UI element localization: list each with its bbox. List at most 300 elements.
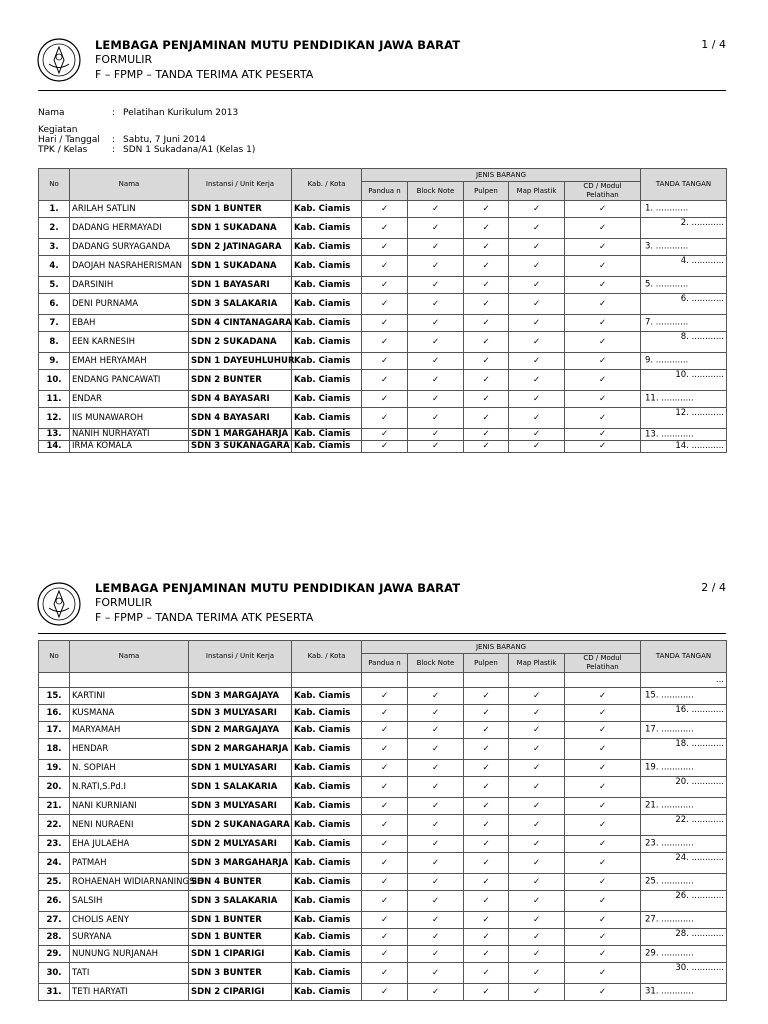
check-map-plastik: ✓	[509, 688, 565, 705]
check-pulpen: ✓	[464, 294, 509, 315]
check-cd-modul: ✓	[565, 332, 641, 353]
institution: SDN 2 MARGAHARJA	[189, 739, 292, 760]
check-pulpen: ✓	[464, 984, 509, 1001]
check-pulpen: ✓	[464, 256, 509, 277]
signature-number: 16. ............	[675, 705, 724, 715]
check-map-plastik: ✓	[509, 391, 565, 408]
table-row	[39, 798, 727, 815]
col-nama: Nama	[70, 641, 189, 673]
form-code: F – FPMP – TANDA TERIMA ATK PESERTA	[95, 68, 314, 81]
colon: :	[112, 145, 116, 155]
check-panduan: ✓	[362, 705, 408, 722]
check-block-note: ✓	[408, 705, 464, 722]
check-block-note: ✓	[408, 218, 464, 239]
check-block-note: ✓	[408, 891, 464, 912]
signature-cell	[641, 739, 727, 760]
check-map-plastik: ✓	[509, 929, 565, 946]
check-map-plastik: ✓	[509, 218, 565, 239]
signature-cell	[641, 429, 727, 441]
participant-name: EBAH	[70, 315, 189, 332]
row-number: 18.	[39, 739, 70, 760]
check-block-note: ✓	[408, 370, 464, 391]
regency: Kab. Ciamis	[292, 277, 362, 294]
participant-name: ARILAH SATLIN	[70, 201, 189, 218]
col-pulpen: Pulpen	[464, 654, 509, 673]
check-pulpen: ✓	[464, 441, 509, 453]
signature-number: 23. ............	[645, 838, 694, 849]
colon: :	[112, 135, 116, 145]
institution: SDN 4 BAYASARI	[189, 391, 292, 408]
col-nama: Nama	[70, 169, 189, 201]
check-pulpen: ✓	[464, 201, 509, 218]
check-map-plastik: ✓	[509, 912, 565, 929]
check-cd-modul: ✓	[565, 315, 641, 332]
check-pulpen: ✓	[464, 760, 509, 777]
institution: SDN 1 MARGAHARJA	[189, 429, 292, 441]
check-map-plastik: ✓	[509, 332, 565, 353]
table-body	[39, 201, 727, 453]
signature-cell	[641, 984, 727, 1001]
institution: SDN 2 MARGAJAYA	[189, 722, 292, 739]
cell	[464, 673, 509, 688]
signature-number: 6. ............	[680, 294, 724, 304]
institution: SDN 1 CIPARIGI	[189, 946, 292, 963]
regency: Kab. Ciamis	[292, 353, 362, 370]
participant-name: MARYAMAH	[70, 722, 189, 739]
check-map-plastik: ✓	[509, 963, 565, 984]
participant-name: DENI PURNAMA	[70, 294, 189, 315]
col-no: No	[39, 169, 70, 201]
regency: Kab. Ciamis	[292, 441, 362, 453]
form-type: FORMULIR	[95, 596, 153, 609]
check-map-plastik: ✓	[509, 370, 565, 391]
regency: Kab. Ciamis	[292, 239, 362, 256]
participant-name: N.RATI,S.Pd.I	[70, 777, 189, 798]
check-map-plastik: ✓	[509, 853, 565, 874]
institution: SDN 1 BUNTER	[189, 201, 292, 218]
check-cd-modul: ✓	[565, 688, 641, 705]
table-row	[39, 277, 727, 294]
participant-name: ENDANG PANCAWATI	[70, 370, 189, 391]
institution: SDN 3 SALAKARIA	[189, 294, 292, 315]
check-pulpen: ✓	[464, 798, 509, 815]
check-pulpen: ✓	[464, 777, 509, 798]
check-panduan: ✓	[362, 963, 408, 984]
row-number: 20.	[39, 777, 70, 798]
institution: SDN 1 MULYASARI	[189, 760, 292, 777]
check-pulpen: ✓	[464, 963, 509, 984]
participant-name: SURYANA	[70, 929, 189, 946]
row-number: 3.	[39, 239, 70, 256]
cell	[292, 673, 362, 688]
regency: Kab. Ciamis	[292, 201, 362, 218]
participant-name: EEN KARNESIH	[70, 332, 189, 353]
check-cd-modul: ✓	[565, 239, 641, 256]
nama-value: Pelatihan Kurikulum 2013	[123, 108, 239, 118]
table-row	[39, 353, 727, 370]
check-panduan: ✓	[362, 429, 408, 441]
institution: SDN 2 BUNTER	[189, 370, 292, 391]
check-cd-modul: ✓	[565, 760, 641, 777]
col-instansi: Instansi / Unit Kerja	[189, 169, 292, 201]
check-block-note: ✓	[408, 239, 464, 256]
check-map-plastik: ✓	[509, 984, 565, 1001]
check-pulpen: ✓	[464, 391, 509, 408]
institution-title: LEMBAGA PENJAMINAN MUTU PENDIDIKAN JAWA BARAT	[95, 38, 461, 52]
institution: SDN 2 CIPARIGI	[189, 984, 292, 1001]
check-panduan: ✓	[362, 277, 408, 294]
signature-number: 18. ............	[675, 739, 724, 749]
signature-cell	[641, 353, 727, 370]
check-panduan: ✓	[362, 798, 408, 815]
regency: Kab. Ciamis	[292, 332, 362, 353]
participant-table-page-2	[38, 640, 727, 1001]
table-row	[39, 218, 727, 239]
signature-number: 22. ............	[675, 815, 724, 825]
form-page-2	[0, 576, 768, 1024]
check-cd-modul: ✓	[565, 294, 641, 315]
kegiatan-label: Kegiatan	[38, 125, 78, 135]
check-pulpen: ✓	[464, 874, 509, 891]
institution: SDN 1 SALAKARIA	[189, 777, 292, 798]
regency: Kab. Ciamis	[292, 984, 362, 1001]
check-map-plastik: ✓	[509, 946, 565, 963]
check-block-note: ✓	[408, 984, 464, 1001]
page-number: 2 / 4	[701, 581, 726, 594]
check-map-plastik: ✓	[509, 353, 565, 370]
check-block-note: ✓	[408, 391, 464, 408]
table-row	[39, 332, 727, 353]
signature-number: 21. ............	[645, 800, 694, 811]
signature-number: 3. ............	[645, 241, 689, 252]
cell	[509, 673, 565, 688]
check-panduan: ✓	[362, 391, 408, 408]
check-cd-modul: ✓	[565, 218, 641, 239]
check-pulpen: ✓	[464, 408, 509, 429]
check-panduan: ✓	[362, 853, 408, 874]
check-block-note: ✓	[408, 874, 464, 891]
check-map-plastik: ✓	[509, 722, 565, 739]
row-number: 21.	[39, 798, 70, 815]
col-no: No	[39, 641, 70, 673]
check-cd-modul: ✓	[565, 891, 641, 912]
check-block-note: ✓	[408, 946, 464, 963]
signature-cell	[641, 853, 727, 874]
check-pulpen: ✓	[464, 353, 509, 370]
check-cd-modul: ✓	[565, 946, 641, 963]
signature-cell	[641, 722, 727, 739]
institution: SDN 4 BUNTER	[189, 874, 292, 891]
check-map-plastik: ✓	[509, 256, 565, 277]
check-block-note: ✓	[408, 739, 464, 760]
signature-cell	[641, 256, 727, 277]
header-divider	[38, 90, 726, 91]
check-map-plastik: ✓	[509, 239, 565, 256]
signature-cell	[641, 946, 727, 963]
participant-name: DADANG SURYAGANDA	[70, 239, 189, 256]
check-pulpen: ✓	[464, 946, 509, 963]
row-number: 10.	[39, 370, 70, 391]
regency: Kab. Ciamis	[292, 391, 362, 408]
row-number: 8.	[39, 332, 70, 353]
col-tanda-tangan: TANDA TANGAN	[641, 169, 727, 201]
row-number: 19.	[39, 760, 70, 777]
check-panduan: ✓	[362, 294, 408, 315]
col-kab: Kab. / Kota	[292, 641, 362, 673]
row-number: 25.	[39, 874, 70, 891]
participant-name: KUSMANA	[70, 705, 189, 722]
check-cd-modul: ✓	[565, 408, 641, 429]
check-cd-modul: ✓	[565, 705, 641, 722]
signature-number: 13. ............	[645, 429, 694, 439]
table-row	[39, 201, 727, 218]
institution: SDN 3 SUKANAGARA	[189, 441, 292, 453]
check-block-note: ✓	[408, 912, 464, 929]
check-map-plastik: ✓	[509, 201, 565, 218]
signature-number: 29. ............	[645, 948, 694, 959]
check-panduan: ✓	[362, 408, 408, 429]
institution: SDN 4 CINTANAGARA	[189, 315, 292, 332]
table-row	[39, 815, 727, 836]
col-jenis-barang: JENIS BARANG	[362, 169, 641, 182]
check-pulpen: ✓	[464, 315, 509, 332]
participant-name: NANI KURNIANI	[70, 798, 189, 815]
row-number: 6.	[39, 294, 70, 315]
carry-dots: ...	[715, 675, 724, 685]
table-row	[39, 760, 727, 777]
regency: Kab. Ciamis	[292, 429, 362, 441]
signature-cell	[641, 408, 727, 429]
check-panduan: ✓	[362, 929, 408, 946]
participant-name: EMAH HERYAMAH	[70, 353, 189, 370]
participant-name: DAOJAH NASRAHERISMAN	[70, 256, 189, 277]
check-panduan: ✓	[362, 688, 408, 705]
check-cd-modul: ✓	[565, 963, 641, 984]
regency: Kab. Ciamis	[292, 853, 362, 874]
check-cd-modul: ✓	[565, 739, 641, 760]
table-row	[39, 946, 727, 963]
check-block-note: ✓	[408, 760, 464, 777]
signature-number: 19. ............	[645, 762, 694, 773]
regency: Kab. Ciamis	[292, 874, 362, 891]
institution: SDN 3 SALAKARIA	[189, 891, 292, 912]
signature-number: 26. ............	[675, 891, 724, 901]
signature-number: 28. ............	[675, 929, 724, 939]
check-panduan: ✓	[362, 353, 408, 370]
table-row	[39, 874, 727, 891]
check-pulpen: ✓	[464, 688, 509, 705]
regency: Kab. Ciamis	[292, 946, 362, 963]
check-block-note: ✓	[408, 201, 464, 218]
signature-cell	[641, 218, 727, 239]
participant-table-page-1	[38, 168, 727, 453]
check-block-note: ✓	[408, 277, 464, 294]
cell	[408, 673, 464, 688]
institution: SDN 2 SUKADANA	[189, 332, 292, 353]
col-map-plastik: Map Plastik	[509, 654, 565, 673]
regency: Kab. Ciamis	[292, 760, 362, 777]
institution: SDN 2 SUKANAGARA	[189, 815, 292, 836]
participant-name: TATI	[70, 963, 189, 984]
table-row	[39, 370, 727, 391]
participant-name: IIS MUNAWAROH	[70, 408, 189, 429]
check-cd-modul: ✓	[565, 929, 641, 946]
check-map-plastik: ✓	[509, 429, 565, 441]
check-panduan: ✓	[362, 984, 408, 1001]
check-cd-modul: ✓	[565, 874, 641, 891]
regency: Kab. Ciamis	[292, 408, 362, 429]
table-row	[39, 929, 727, 946]
check-panduan: ✓	[362, 201, 408, 218]
check-cd-modul: ✓	[565, 391, 641, 408]
check-pulpen: ✓	[464, 853, 509, 874]
row-number: 17.	[39, 722, 70, 739]
signature-number: 1. ............	[645, 203, 689, 214]
institution: SDN 3 MULYASARI	[189, 705, 292, 722]
col-map-plastik: Map Plastik	[509, 182, 565, 201]
signature-cell	[641, 815, 727, 836]
check-map-plastik: ✓	[509, 294, 565, 315]
participant-name: N. SOPIAH	[70, 760, 189, 777]
form-code: F – FPMP – TANDA TERIMA ATK PESERTA	[95, 611, 314, 624]
table-row	[39, 688, 727, 705]
signature-cell	[641, 929, 727, 946]
check-panduan: ✓	[362, 332, 408, 353]
signature-cell	[641, 963, 727, 984]
page-number: 1 / 4	[701, 38, 726, 51]
check-block-note: ✓	[408, 315, 464, 332]
regency: Kab. Ciamis	[292, 256, 362, 277]
signature-number: 9. ............	[645, 355, 689, 366]
row-number: 30.	[39, 963, 70, 984]
check-panduan: ✓	[362, 218, 408, 239]
row-number: 22.	[39, 815, 70, 836]
check-pulpen: ✓	[464, 332, 509, 353]
signature-number: 5. ............	[645, 279, 689, 290]
signature-number: 30. ............	[675, 963, 724, 973]
table-row	[39, 705, 727, 722]
check-panduan: ✓	[362, 722, 408, 739]
cell	[70, 673, 189, 688]
regency: Kab. Ciamis	[292, 370, 362, 391]
signature-number: 17. ............	[645, 724, 694, 735]
signature-number: 10. ............	[675, 370, 724, 380]
form-type: FORMULIR	[95, 53, 153, 66]
participant-name: ROHAENAH WIDIARNANINGSIH	[70, 874, 189, 891]
table-row	[39, 891, 727, 912]
participant-name: NUNUNG NURJANAH	[70, 946, 189, 963]
signature-number: 4. ............	[680, 256, 724, 266]
check-panduan: ✓	[362, 256, 408, 277]
check-cd-modul: ✓	[565, 836, 641, 853]
regency: Kab. Ciamis	[292, 912, 362, 929]
check-map-plastik: ✓	[509, 836, 565, 853]
check-panduan: ✓	[362, 912, 408, 929]
participant-name: PATMAH	[70, 853, 189, 874]
signature-number: 11. ............	[645, 393, 694, 404]
check-cd-modul: ✓	[565, 722, 641, 739]
table-row-carry	[39, 673, 727, 688]
participant-name: DADANG HERMAYADI	[70, 218, 189, 239]
table-row	[39, 722, 727, 739]
row-number: 15.	[39, 688, 70, 705]
row-number: 9.	[39, 353, 70, 370]
check-pulpen: ✓	[464, 912, 509, 929]
row-number: 24.	[39, 853, 70, 874]
check-cd-modul: ✓	[565, 853, 641, 874]
signature-cell	[641, 294, 727, 315]
check-cd-modul: ✓	[565, 984, 641, 1001]
col-jenis-barang: JENIS BARANG	[362, 641, 641, 654]
participant-name: KARTINI	[70, 688, 189, 705]
signature-cell	[641, 760, 727, 777]
participant-name: NENI NURAENI	[70, 815, 189, 836]
check-block-note: ✓	[408, 963, 464, 984]
row-number: 26.	[39, 891, 70, 912]
signature-cell	[641, 891, 727, 912]
row-number: 27.	[39, 912, 70, 929]
table-body	[39, 673, 727, 1001]
check-panduan: ✓	[362, 815, 408, 836]
col-kab: Kab. / Kota	[292, 169, 362, 201]
check-block-note: ✓	[408, 408, 464, 429]
check-pulpen: ✓	[464, 739, 509, 760]
check-panduan: ✓	[362, 874, 408, 891]
col-panduan: Pandua n	[362, 182, 408, 201]
check-panduan: ✓	[362, 441, 408, 453]
check-pulpen: ✓	[464, 815, 509, 836]
row-number: 13.	[39, 429, 70, 441]
table-row	[39, 777, 727, 798]
check-pulpen: ✓	[464, 218, 509, 239]
participant-name: SALSIH	[70, 891, 189, 912]
row-number: 23.	[39, 836, 70, 853]
check-map-plastik: ✓	[509, 441, 565, 453]
participant-name: DARSINIH	[70, 277, 189, 294]
check-pulpen: ✓	[464, 722, 509, 739]
signature-cell	[641, 836, 727, 853]
table-row	[39, 963, 727, 984]
cell	[189, 673, 292, 688]
institution: SDN 1 BUNTER	[189, 912, 292, 929]
signature-cell	[641, 673, 727, 688]
check-pulpen: ✓	[464, 929, 509, 946]
check-cd-modul: ✓	[565, 798, 641, 815]
check-pulpen: ✓	[464, 239, 509, 256]
institution: SDN 1 BAYASARI	[189, 277, 292, 294]
regency: Kab. Ciamis	[292, 688, 362, 705]
signature-number: 2. ............	[680, 218, 724, 228]
check-panduan: ✓	[362, 891, 408, 912]
check-map-plastik: ✓	[509, 874, 565, 891]
institution: SDN 4 BAYASARI	[189, 408, 292, 429]
check-block-note: ✓	[408, 429, 464, 441]
participant-name: CHOLIS AENY	[70, 912, 189, 929]
tut-wuri-handayani-logo-icon	[37, 582, 81, 626]
row-number: 11.	[39, 391, 70, 408]
check-panduan: ✓	[362, 946, 408, 963]
col-cd-modul: CD / Modul Pelatihan	[565, 182, 641, 201]
col-pulpen: Pulpen	[464, 182, 509, 201]
institution: SDN 3 MULYASARI	[189, 798, 292, 815]
check-cd-modul: ✓	[565, 370, 641, 391]
check-map-plastik: ✓	[509, 408, 565, 429]
regency: Kab. Ciamis	[292, 218, 362, 239]
table-row	[39, 294, 727, 315]
participant-name: IRMA KOMALA	[70, 441, 189, 453]
check-block-note: ✓	[408, 332, 464, 353]
participant-name: TETI HARYATI	[70, 984, 189, 1001]
